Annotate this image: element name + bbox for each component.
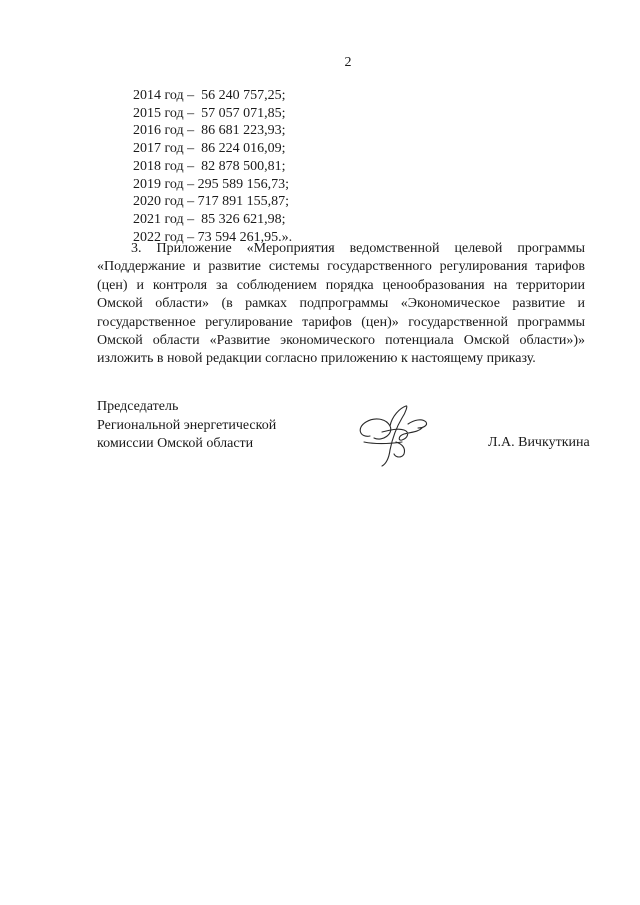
list-item: 2019 год – 295 589 156,73;	[133, 176, 290, 192]
signatory-title	[97, 398, 276, 454]
list-item: 2018 год – 82 878 500,81;	[133, 158, 286, 174]
signatory-title-line: комиссии Омской области	[97, 436, 254, 451]
signatory-title-line: Региональной энергетической	[97, 417, 277, 433]
list-item: 2016 год – 86 681 223,93;	[133, 123, 286, 139]
list-item: 2022 год – 73 594 261,95.».	[133, 229, 293, 245]
list-item: 2021 год – 85 326 621,98;	[133, 211, 286, 227]
signatory-title-line: Председатель	[97, 399, 179, 414]
list-item: 2017 год – 86 224 016,09;	[133, 141, 286, 157]
year-amount-list	[133, 87, 292, 246]
list-item: 2020 год – 717 891 155,87;	[133, 194, 290, 210]
handwritten-signature	[352, 398, 437, 470]
list-item: 2015 год – 57 057 071,85;	[133, 105, 286, 121]
paragraph-3: 3. Приложение «Мероприятия ведомственной целевой программы «Поддержание и развитие системы государственного регулирования тарифов (цен) и контроля за соблюдением порядка ценообразования на территории Омской области» (в рамках подпрограммы «Экономическое развитие и государственное регулирование тарифов (цен)» государственной программы Омской области «Развитие экономического потенциала Омской области»)» изложить в новой редакции согласно приложению к настоящему приказу.	[97, 241, 585, 367]
signatory-name: Л.А. Вичкуткина	[488, 435, 590, 450]
list-item: 2014 год – 56 240 757,25;	[133, 88, 286, 103]
page-number: 2	[344, 55, 352, 70]
